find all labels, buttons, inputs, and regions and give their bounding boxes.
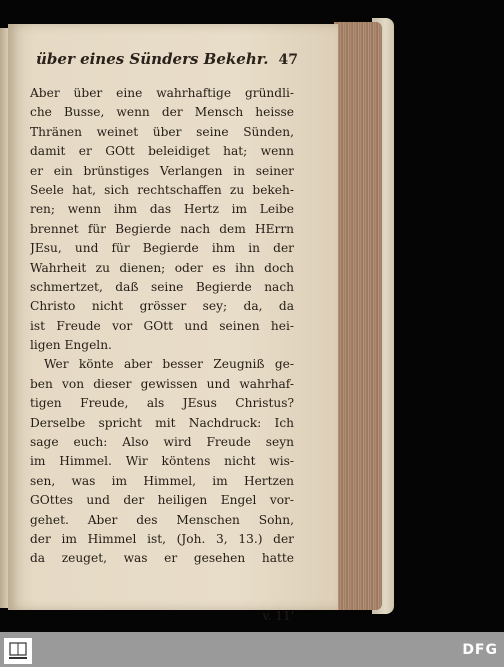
- text-line: ligen Engeln.: [30, 338, 112, 353]
- text-line: Thränen weinet über seine Sünden,: [30, 124, 294, 139]
- text-line: sage euch: Also wird Freude seyn: [30, 435, 294, 450]
- text-line: ren; wenn ihm das Hertz im Leibe: [30, 202, 294, 217]
- text-line: Christo nicht grösser sey; da, da: [30, 299, 294, 314]
- page-number: 47: [278, 52, 298, 68]
- page-fore-edge: [334, 22, 382, 610]
- text-line: der im Himmel ist, (Joh. 3, 13.) der: [30, 531, 294, 546]
- text-line: brennet für Begierde nach dem HErrn: [30, 221, 294, 236]
- text-line: Wahrheit zu dienen; oder es ihn doch: [30, 260, 294, 275]
- library-emblem-icon: [7, 641, 29, 661]
- body-text: [30, 84, 294, 569]
- text-line: Seele hat, sich rechtschaffen zu bekeh-: [30, 182, 294, 197]
- text-line: da zeuget, was er gesehen hatte: [30, 551, 294, 566]
- text-line: GOttes und der heiligen Engel vor-: [30, 493, 294, 508]
- text-line: Wer könte aber besser Zeugniß ge-: [44, 357, 294, 372]
- text-line: schmertzet, daß seine Begierde nach: [30, 279, 294, 294]
- text-line: damit er GOtt beleidiget hat; wenn: [30, 144, 294, 159]
- text-line: gehet. Aber des Menschen Sohn,: [30, 512, 294, 527]
- text-line: ben von dieser gewissen und wahrhaf-: [30, 376, 294, 391]
- text-line: sen, was im Himmel, im Hertzen: [30, 473, 294, 488]
- text-line: im Himmel. Wir köntens nicht wis-: [30, 454, 294, 469]
- running-title: über eines Sünders Bekehr.: [36, 50, 269, 68]
- book-page: [8, 24, 338, 623]
- text-line: tigen Freude, als JEsus Christus?: [30, 396, 294, 411]
- text-line: Aber über eine wahrhaftige gründli-: [30, 86, 294, 100]
- page-header: [36, 50, 298, 74]
- text-line: ist Freude vor GOtt und seinen hei-: [30, 318, 294, 333]
- text-line: er ein brünstiges Verlangen in seiner: [30, 163, 294, 178]
- text-line: JEsu, und für Begierde ihm in der: [30, 241, 294, 256]
- previous-page-edge: [0, 28, 8, 608]
- text-line: che Busse, wenn der Mensch heisse: [30, 105, 294, 120]
- text-line: Derselbe spricht mit Nachdruck: Ich: [30, 415, 294, 430]
- catchword: v. 11': [262, 609, 294, 623]
- viewer-footer-bar: [0, 632, 504, 667]
- dfg-logo: DFG: [462, 642, 498, 658]
- library-logo-icon: [4, 638, 32, 664]
